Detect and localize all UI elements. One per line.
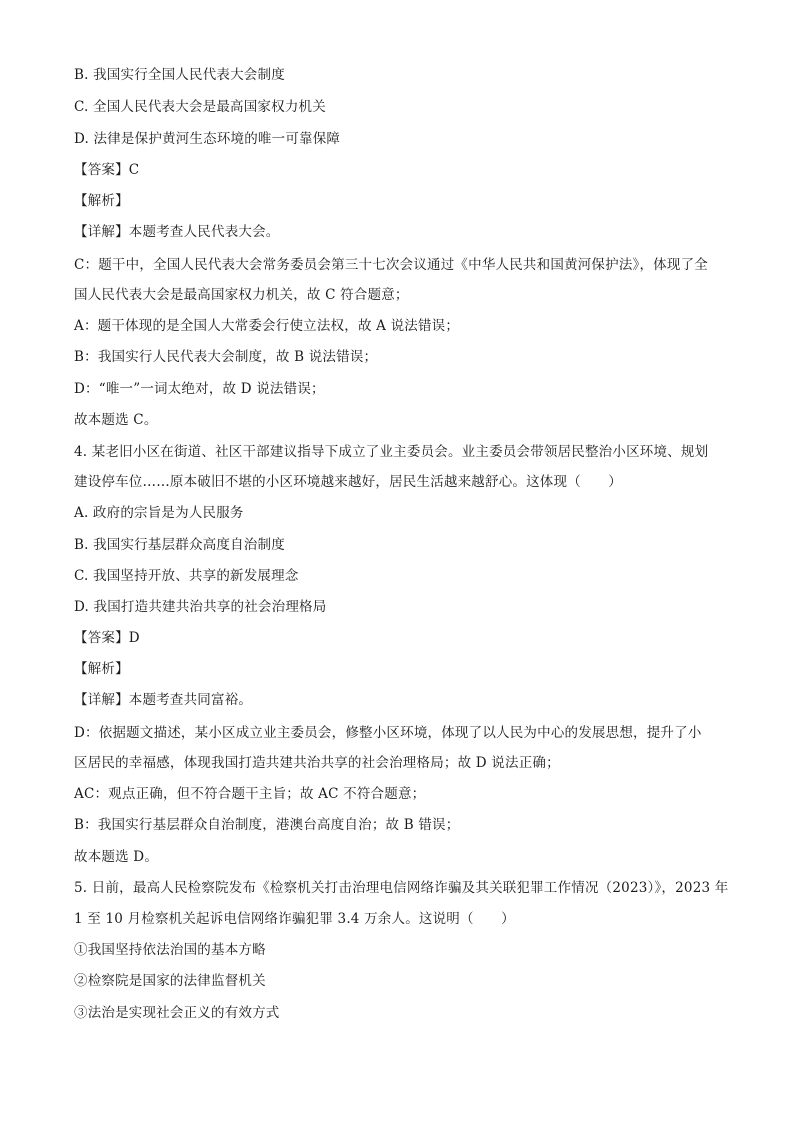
analysis-label: 【解析】	[74, 193, 129, 209]
explanation-line: 区居民的幸福感，体现我国打造共建共治共享的社会治理格局；故 D 说法正确；	[74, 755, 560, 771]
explanation-line: C：题干中，全国人民代表大会常务委员会第三十七次会议通过《中华人民共和国黄河保护法》，体现了全	[74, 257, 708, 273]
question-stem: 5. 日前，最高人民检察院发布《检察机关打击治理电信网络诈骗及其关联犯罪工作情况（2023）》，2023 年	[74, 880, 729, 896]
explanation-line: D：依据题文描述，某小区成立业主委员会，修整小区环境，体现了以人民为中心的发展思想，提升了小	[74, 725, 702, 741]
answer-label: 【答案】D	[74, 630, 140, 646]
option-b: B. 我国实行基层群众高度自治制度	[74, 537, 285, 553]
explanation-line: B：我国实行基层群众自治制度，港澳台高度自治；故 B 错误；	[74, 817, 460, 833]
option-c: C. 我国坚持开放、共享的新发展理念	[74, 568, 299, 584]
conclusion-line: 故本题选 D。	[74, 849, 159, 865]
question-stem: 建设停车位……原本破旧不堪的小区环境越来越好，居民生活越来越舒心。这体现（ ）	[74, 474, 622, 490]
explanation-line: AC：观点正确，但不符合题干主旨；故 AC 不符合题意；	[74, 786, 426, 802]
explanation-line: A：题干体现的是全国人大常委会行使立法权，故 A 说法错误；	[74, 318, 460, 334]
explanation-line: 国人民代表大会是最高国家权力机关，故 C 符合题意；	[74, 287, 409, 303]
explanation-line: B：我国实行人民代表大会制度，故 B 说法错误；	[74, 349, 378, 365]
conclusion-line: 故本题选 C。	[74, 412, 158, 428]
option-a: A. 政府的宗旨是为人民服务	[74, 505, 244, 521]
option-d: D. 我国打造共建共治共享的社会治理格局	[74, 599, 327, 615]
question-stem: 1 至 10 月检察机关起诉电信网络诈骗犯罪 3.4 万余人。这说明（ ）	[74, 911, 515, 927]
statement-2: ②检察院是国家的法律监督机关	[74, 973, 266, 989]
detail-line: 【详解】本题考查人民代表大会。	[74, 224, 280, 240]
option-c: C. 全国人民代表大会是最高国家权力机关	[74, 99, 326, 115]
answer-label: 【答案】C	[74, 162, 140, 178]
statement-1: ①我国坚持依法治国的基本方略	[74, 942, 266, 958]
option-d: D. 法律是保护黄河生态环境的唯一可靠保障	[74, 131, 341, 147]
analysis-label: 【解析】	[74, 661, 129, 677]
statement-3: ③法治是实现社会正义的有效方式	[74, 1005, 280, 1021]
explanation-line: D：“唯一”一词太绝对，故 D 说法错误；	[74, 381, 325, 397]
question-stem: 4. 某老旧小区在街道、社区干部建议指导下成立了业主委员会。业主委员会带领居民整治小区环境、规划	[74, 444, 709, 460]
option-b: B. 我国实行全国人民代表大会制度	[74, 67, 285, 83]
detail-line: 【详解】本题考查共同富裕。	[74, 692, 253, 708]
